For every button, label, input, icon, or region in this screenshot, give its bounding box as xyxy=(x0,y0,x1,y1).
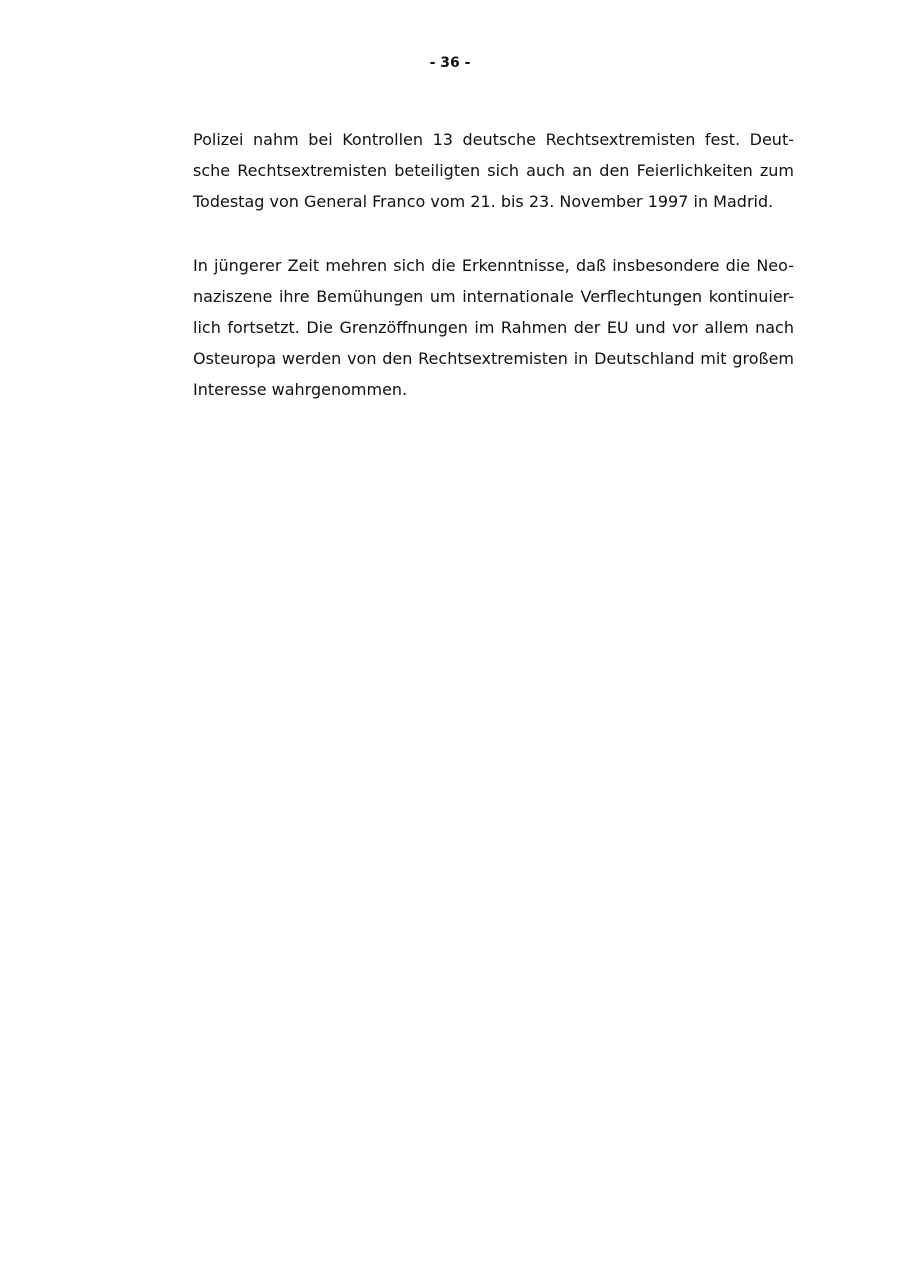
text-line: Interesse wahrgenommen. xyxy=(193,380,408,399)
text-line: Todestag von General Franco vom 21. bis 23. November 1997 in Madrid. xyxy=(193,192,774,211)
paragraph-2 xyxy=(193,250,794,405)
text-line: lich fortsetzt. Die Grenzöffnungen im Rahmen der EU und vor allem nach xyxy=(193,318,794,337)
text-line: naziszene ihre Bemühungen um internationale Verflechtungen kontinuier- xyxy=(193,287,794,306)
page-number: - 36 - xyxy=(429,55,471,71)
paragraph-1 xyxy=(193,124,794,217)
text-line: sche Rechtsextremisten beteiligten sich auch an den Feierlichkeiten zum xyxy=(193,161,794,180)
text-line: In jüngerer Zeit mehren sich die Erkenntnisse, daß insbesondere die Neo- xyxy=(193,256,794,275)
text-line: Polizei nahm bei Kontrollen 13 deutsche Rechtsextremisten fest. Deut- xyxy=(193,130,794,149)
text-line: Osteuropa werden von den Rechtsextremisten in Deutschland mit großem xyxy=(193,349,794,368)
